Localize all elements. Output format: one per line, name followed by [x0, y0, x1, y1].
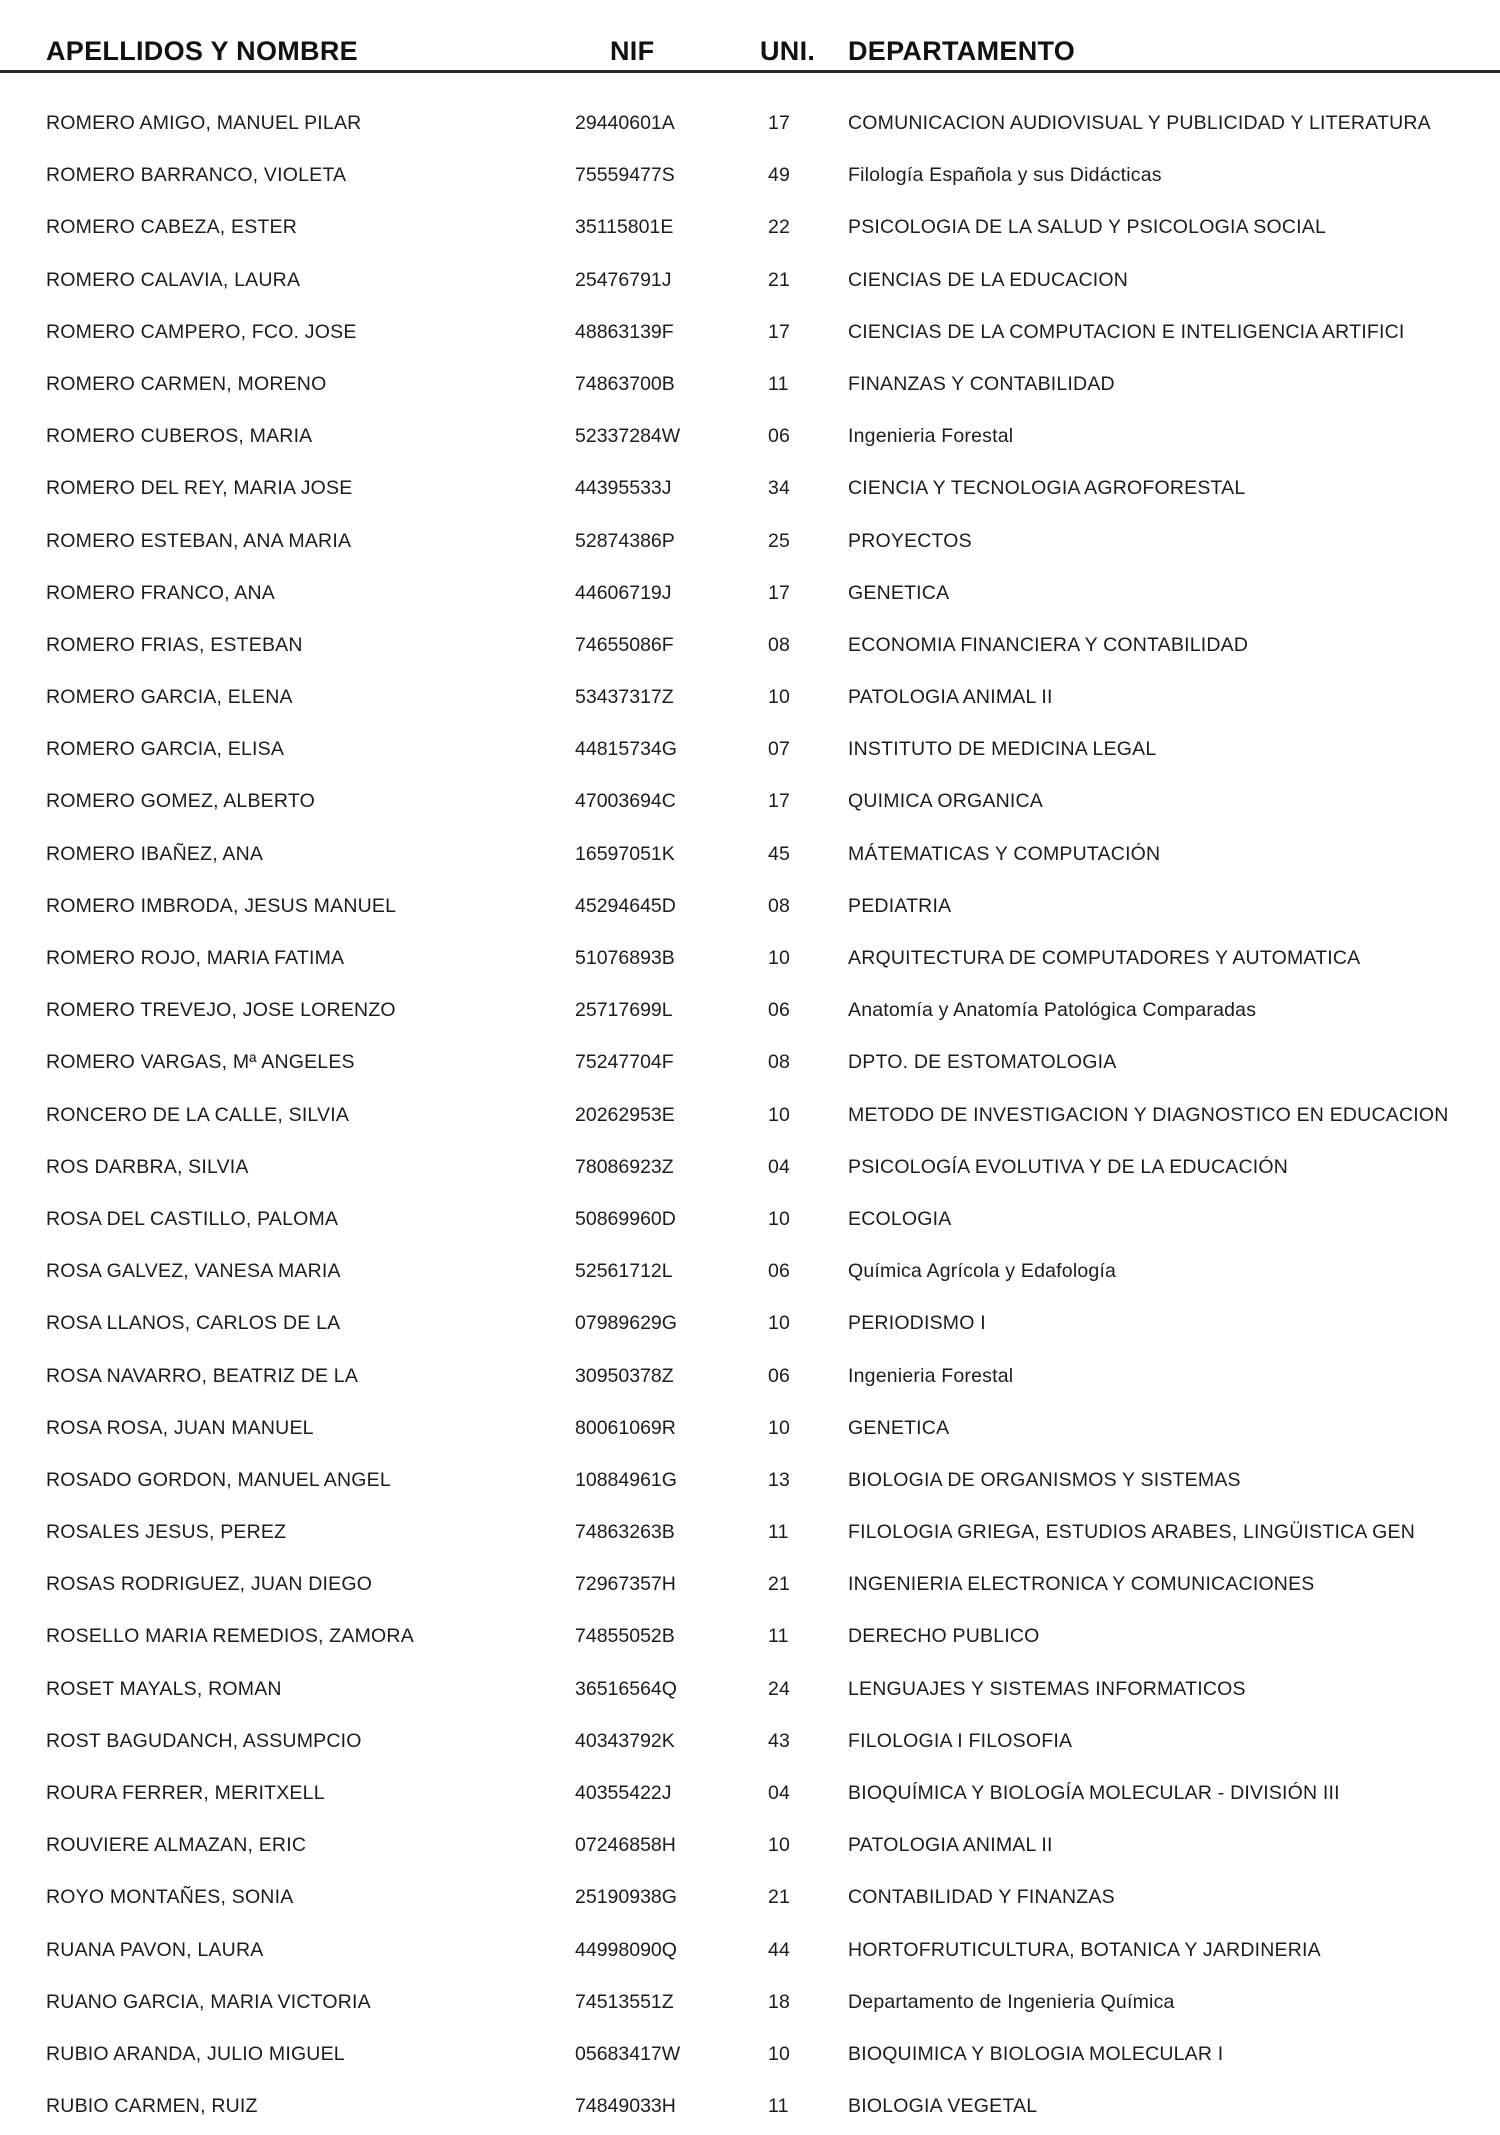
cell-department: DERECHO PUBLICO — [848, 1625, 1040, 1648]
cell-uni: 07 — [768, 738, 791, 761]
table-row — [0, 1405, 1500, 1457]
cell-uni: 06 — [768, 425, 791, 448]
table-row — [0, 1196, 1500, 1248]
cell-department: Química Agrícola y Edafología — [848, 1260, 1117, 1283]
cell-name: ROMERO TREVEJO, JOSE LORENZO — [46, 999, 396, 1022]
cell-uni: 11 — [768, 372, 789, 395]
cell-name: ROMERO DEL REY, MARIA JOSE — [46, 477, 353, 500]
cell-nif: 74849033H — [575, 2095, 676, 2118]
table-row — [0, 1144, 1500, 1196]
cell-uni: 06 — [768, 999, 791, 1022]
cell-uni: 10 — [768, 686, 791, 709]
cell-nif: 35115801E — [575, 216, 674, 239]
cell-name: ROMERO GARCIA, ELISA — [46, 738, 285, 761]
cell-nif: 36516564Q — [575, 1677, 677, 1700]
table-row — [0, 309, 1500, 361]
cell-uni: 10 — [768, 1207, 791, 1230]
cell-nif: 16597051K — [575, 842, 675, 865]
cell-nif: 72967357H — [575, 1573, 676, 1596]
cell-nif: 29440601A — [575, 112, 675, 134]
cell-department: METODO DE INVESTIGACION Y DIAGNOSTICO EN EDUCACION — [848, 1103, 1449, 1126]
cell-nif: 52874386P — [575, 529, 675, 552]
cell-name: ROURA FERRER, MERITXELL — [46, 1782, 325, 1804]
cell-name: ROST BAGUDANCH, ASSUMPCIO — [46, 1729, 362, 1752]
cell-department: PATOLOGIA ANIMAL II — [848, 1834, 1053, 1857]
cell-department: BIOQUIMICA Y BIOLOGIA MOLECULAR I — [848, 2042, 1224, 2065]
cell-nif: 10884961G — [575, 1468, 677, 1491]
cell-name: ROMERO CAMPERO, FCO. JOSE — [46, 320, 357, 343]
cell-name: ROMERO ROJO, MARIA FATIMA — [46, 947, 345, 969]
column-header-name: APELLIDOS Y NOMBRE — [46, 36, 358, 66]
cell-department: MÁTEMATICAS Y COMPUTACIÓN — [848, 842, 1161, 865]
cell-department: Anatomía y Anatomía Patológica Comparadas — [848, 999, 1257, 1022]
table-row — [0, 1613, 1500, 1665]
table-header — [0, 30, 1500, 74]
cell-department: BIOLOGIA DE ORGANISMOS Y SISTEMAS — [848, 1468, 1241, 1491]
table-row — [0, 778, 1500, 830]
cell-nif: 25190938G — [575, 1886, 677, 1909]
table-row — [0, 1509, 1500, 1561]
cell-uni: 21 — [768, 1573, 791, 1596]
cell-department: PROYECTOS — [848, 529, 972, 552]
cell-department: CIENCIA Y TECNOLOGIA AGROFORESTAL — [848, 477, 1246, 500]
cell-name: ROMERO AMIGO, MANUEL PILAR — [46, 112, 362, 134]
cell-name: ROMERO CUBEROS, MARIA — [46, 425, 313, 448]
cell-nif: 48863139F — [575, 320, 674, 343]
cell-department: CIENCIAS DE LA EDUCACION — [848, 268, 1129, 291]
cell-uni: 21 — [768, 1886, 791, 1909]
cell-uni: 17 — [768, 320, 791, 343]
table-row — [0, 622, 1500, 674]
cell-nif: 40355422J — [575, 1782, 672, 1804]
cell-department: INSTITUTO DE MEDICINA LEGAL — [848, 738, 1157, 761]
cell-uni: 06 — [768, 1364, 791, 1387]
table-row — [0, 935, 1500, 987]
cell-department: PATOLOGIA ANIMAL II — [848, 686, 1053, 709]
cell-uni: 17 — [768, 790, 791, 813]
cell-nif: 45294645D — [575, 894, 676, 917]
cell-uni: 10 — [768, 1312, 791, 1335]
cell-nif: 44815734G — [575, 738, 677, 761]
header-divider — [0, 70, 1500, 73]
cell-name: ROMERO IBAÑEZ, ANA — [46, 842, 264, 865]
table-row — [0, 1300, 1500, 1352]
cell-name: RONCERO DE LA CALLE, SILVIA — [46, 1103, 350, 1126]
cell-nif: 44395533J — [575, 477, 672, 500]
cell-department: FILOLOGIA I FILOSOFIA — [848, 1729, 1073, 1752]
cell-nif: 30950378Z — [575, 1364, 674, 1387]
cell-uni: 24 — [768, 1677, 791, 1700]
cell-name: ROYO MONTAÑES, SONIA — [46, 1886, 294, 1909]
table-row — [0, 413, 1500, 465]
table-row — [0, 1248, 1500, 1300]
cell-name: ROSELLO MARIA REMEDIOS, ZAMORA — [46, 1625, 414, 1648]
cell-nif: 44998090Q — [575, 1938, 677, 1961]
cell-department: FINANZAS Y CONTABILIDAD — [848, 372, 1115, 395]
table-row — [0, 831, 1500, 883]
table-row — [0, 100, 1500, 152]
cell-name: ROSADO GORDON, MANUEL ANGEL — [46, 1468, 391, 1491]
table-row — [0, 987, 1500, 1039]
cell-nif: 74855052B — [575, 1625, 675, 1648]
cell-department: INGENIERIA ELECTRONICA Y COMUNICACIONES — [848, 1573, 1315, 1596]
cell-department: LENGUAJES Y SISTEMAS INFORMATICOS — [848, 1677, 1246, 1700]
cell-uni: 21 — [768, 268, 791, 291]
cell-department: Ingenieria Forestal — [848, 425, 1014, 448]
cell-name: ROSA DEL CASTILLO, PALOMA — [46, 1207, 339, 1230]
cell-name: ROMERO GARCIA, ELENA — [46, 686, 293, 709]
cell-uni: 10 — [768, 1103, 791, 1126]
table-row — [0, 204, 1500, 256]
table-row — [0, 1353, 1500, 1405]
cell-name: ROSA NAVARRO, BEATRIZ DE LA — [46, 1364, 359, 1387]
cell-department: BIOLOGIA VEGETAL — [848, 2095, 1038, 2118]
cell-nif: 05683417W — [575, 2042, 681, 2065]
table-row — [0, 1979, 1500, 2031]
cell-uni: 17 — [768, 112, 791, 134]
table-row — [0, 2083, 1500, 2135]
table-row — [0, 1927, 1500, 1979]
table-row — [0, 570, 1500, 622]
cell-nif: 74863700B — [575, 372, 675, 395]
cell-department: GENETICA — [848, 1416, 950, 1439]
cell-name: ROSA ROSA, JUAN MANUEL — [46, 1416, 314, 1439]
cell-uni: 04 — [768, 1155, 791, 1178]
cell-name: ROMERO FRIAS, ESTEBAN — [46, 633, 303, 656]
cell-nif: 74513551Z — [575, 1990, 674, 2013]
cell-name: RUANA PAVON, LAURA — [46, 1938, 264, 1961]
table-row — [0, 2031, 1500, 2083]
cell-name: RUBIO CARMEN, RUIZ — [46, 2095, 258, 2118]
cell-department: BIOQUÍMICA Y BIOLOGÍA MOLECULAR - DIVISIÓN III — [848, 1782, 1340, 1804]
cell-uni: 10 — [768, 1416, 791, 1439]
cell-uni: 10 — [768, 1834, 791, 1857]
cell-name: ROS DARBRA, SILVIA — [46, 1155, 249, 1178]
cell-department: Filología Española y sus Didácticas — [848, 164, 1162, 187]
cell-department: ECOLOGIA — [848, 1207, 952, 1230]
cell-uni: 11 — [768, 1625, 789, 1648]
cell-uni: 34 — [768, 477, 791, 500]
cell-uni: 22 — [768, 216, 791, 239]
table-row — [0, 1718, 1500, 1770]
table-row — [0, 1822, 1500, 1874]
table-row — [0, 257, 1500, 309]
cell-name: ROSAS RODRIGUEZ, JUAN DIEGO — [46, 1573, 373, 1596]
cell-name: ROMERO BARRANCO, VIOLETA — [46, 164, 347, 187]
cell-uni: 49 — [768, 164, 791, 187]
cell-department: CIENCIAS DE LA COMPUTACION E INTELIGENCIA ARTIFICI — [848, 320, 1405, 343]
cell-name: ROSA LLANOS, CARLOS DE LA — [46, 1312, 341, 1335]
cell-name: ROMERO CABEZA, ESTER — [46, 216, 298, 239]
cell-uni: 10 — [768, 2042, 791, 2065]
table-body — [0, 100, 1500, 2135]
cell-nif: 78086923Z — [575, 1155, 674, 1178]
cell-nif: 75559477S — [575, 164, 675, 187]
cell-nif: 20262953E — [575, 1103, 675, 1126]
cell-department: CONTABILIDAD Y FINANZAS — [848, 1886, 1115, 1909]
cell-uni: 11 — [768, 2095, 789, 2118]
cell-department: PSICOLOGÍA EVOLUTIVA Y DE LA EDUCACIÓN — [848, 1155, 1288, 1178]
cell-name: ROMERO IMBRODA, JESUS MANUEL — [46, 894, 397, 917]
cell-department: Ingenieria Forestal — [848, 1364, 1014, 1387]
table-row — [0, 152, 1500, 204]
table-row — [0, 883, 1500, 935]
cell-nif: 44606719J — [575, 581, 672, 604]
cell-name: ROUVIERE ALMAZAN, ERIC — [46, 1834, 307, 1857]
cell-uni: 45 — [768, 842, 791, 865]
cell-nif: 74863263B — [575, 1521, 675, 1544]
cell-name: ROMERO VARGAS, Mª ANGELES — [46, 1051, 355, 1074]
cell-uni: 08 — [768, 633, 791, 656]
cell-name: ROMERO CALAVIA, LAURA — [46, 268, 301, 291]
cell-nif: 75247704F — [575, 1051, 674, 1074]
cell-uni: 08 — [768, 894, 791, 917]
cell-name: RUANO GARCIA, MARIA VICTORIA — [46, 1990, 371, 2013]
cell-uni: 10 — [768, 947, 791, 969]
table-row — [0, 1666, 1500, 1718]
cell-department: PSICOLOGIA DE LA SALUD Y PSICOLOGIA SOCIAL — [848, 216, 1327, 239]
table-row — [0, 361, 1500, 413]
column-header-department: DEPARTAMENTO — [848, 36, 1076, 66]
cell-department: ARQUITECTURA DE COMPUTADORES Y AUTOMATICA — [848, 947, 1361, 969]
cell-department: GENETICA — [848, 581, 950, 604]
cell-nif: 47003694C — [575, 790, 676, 813]
table-row — [0, 726, 1500, 778]
cell-department: QUIMICA ORGANICA — [848, 790, 1043, 813]
table-row — [0, 1039, 1500, 1091]
cell-name: ROMERO ESTEBAN, ANA MARIA — [46, 529, 352, 552]
table-row — [0, 1092, 1500, 1144]
cell-nif: 25717699L — [575, 999, 673, 1022]
cell-uni: 08 — [768, 1051, 791, 1074]
cell-name: ROSALES JESUS, PEREZ — [46, 1521, 287, 1544]
cell-department: FILOLOGIA GRIEGA, ESTUDIOS ARABES, LINGÜISTICA GEN — [848, 1521, 1415, 1544]
table-row — [0, 1874, 1500, 1926]
cell-nif: 07246858H — [575, 1834, 676, 1857]
cell-department: Departamento de Ingenieria Química — [848, 1990, 1175, 2013]
cell-department: ECONOMIA FINANCIERA Y CONTABILIDAD — [848, 633, 1249, 656]
cell-name: ROMERO CARMEN, MORENO — [46, 372, 327, 395]
cell-uni: 06 — [768, 1260, 791, 1283]
table-row — [0, 518, 1500, 570]
table-row — [0, 674, 1500, 726]
cell-department: PERIODISMO I — [848, 1312, 986, 1335]
cell-uni: 04 — [768, 1782, 791, 1804]
cell-name: ROMERO FRANCO, ANA — [46, 581, 275, 604]
cell-nif: 25476791J — [575, 268, 672, 291]
table-row — [0, 1457, 1500, 1509]
cell-department: COMUNICACION AUDIOVISUAL Y PUBLICIDAD Y LITERATURA — [848, 112, 1431, 134]
cell-name: ROSET MAYALS, ROMAN — [46, 1677, 282, 1700]
table-row — [0, 465, 1500, 517]
cell-nif: 52337284W — [575, 425, 681, 448]
table-row — [0, 1561, 1500, 1613]
cell-nif: 07989629G — [575, 1312, 677, 1335]
cell-department: HORTOFRUTICULTURA, BOTANICA Y JARDINERIA — [848, 1938, 1321, 1961]
cell-name: RUBIO ARANDA, JULIO MIGUEL — [46, 2042, 345, 2065]
cell-department: PEDIATRIA — [848, 894, 952, 917]
table-row — [0, 1770, 1500, 1822]
column-header-uni: UNI. — [760, 36, 816, 66]
column-header-nif: NIF — [610, 36, 655, 66]
cell-nif: 74655086F — [575, 633, 674, 656]
cell-uni: 13 — [768, 1468, 791, 1491]
cell-uni: 44 — [768, 1938, 791, 1961]
cell-nif: 40343792K — [575, 1729, 675, 1752]
cell-uni: 17 — [768, 581, 791, 604]
cell-department: DPTO. DE ESTOMATOLOGIA — [848, 1051, 1117, 1074]
cell-nif: 80061069R — [575, 1416, 676, 1439]
cell-nif: 50869960D — [575, 1207, 676, 1230]
cell-nif: 52561712L — [575, 1260, 673, 1283]
cell-nif: 51076893B — [575, 947, 675, 969]
cell-uni: 11 — [768, 1521, 789, 1544]
cell-name: ROMERO GOMEZ, ALBERTO — [46, 790, 315, 813]
cell-uni: 18 — [768, 1990, 791, 2013]
cell-name: ROSA GALVEZ, VANESA MARIA — [46, 1260, 341, 1283]
cell-uni: 43 — [768, 1729, 791, 1752]
cell-nif: 53437317Z — [575, 686, 674, 709]
cell-uni: 25 — [768, 529, 791, 552]
